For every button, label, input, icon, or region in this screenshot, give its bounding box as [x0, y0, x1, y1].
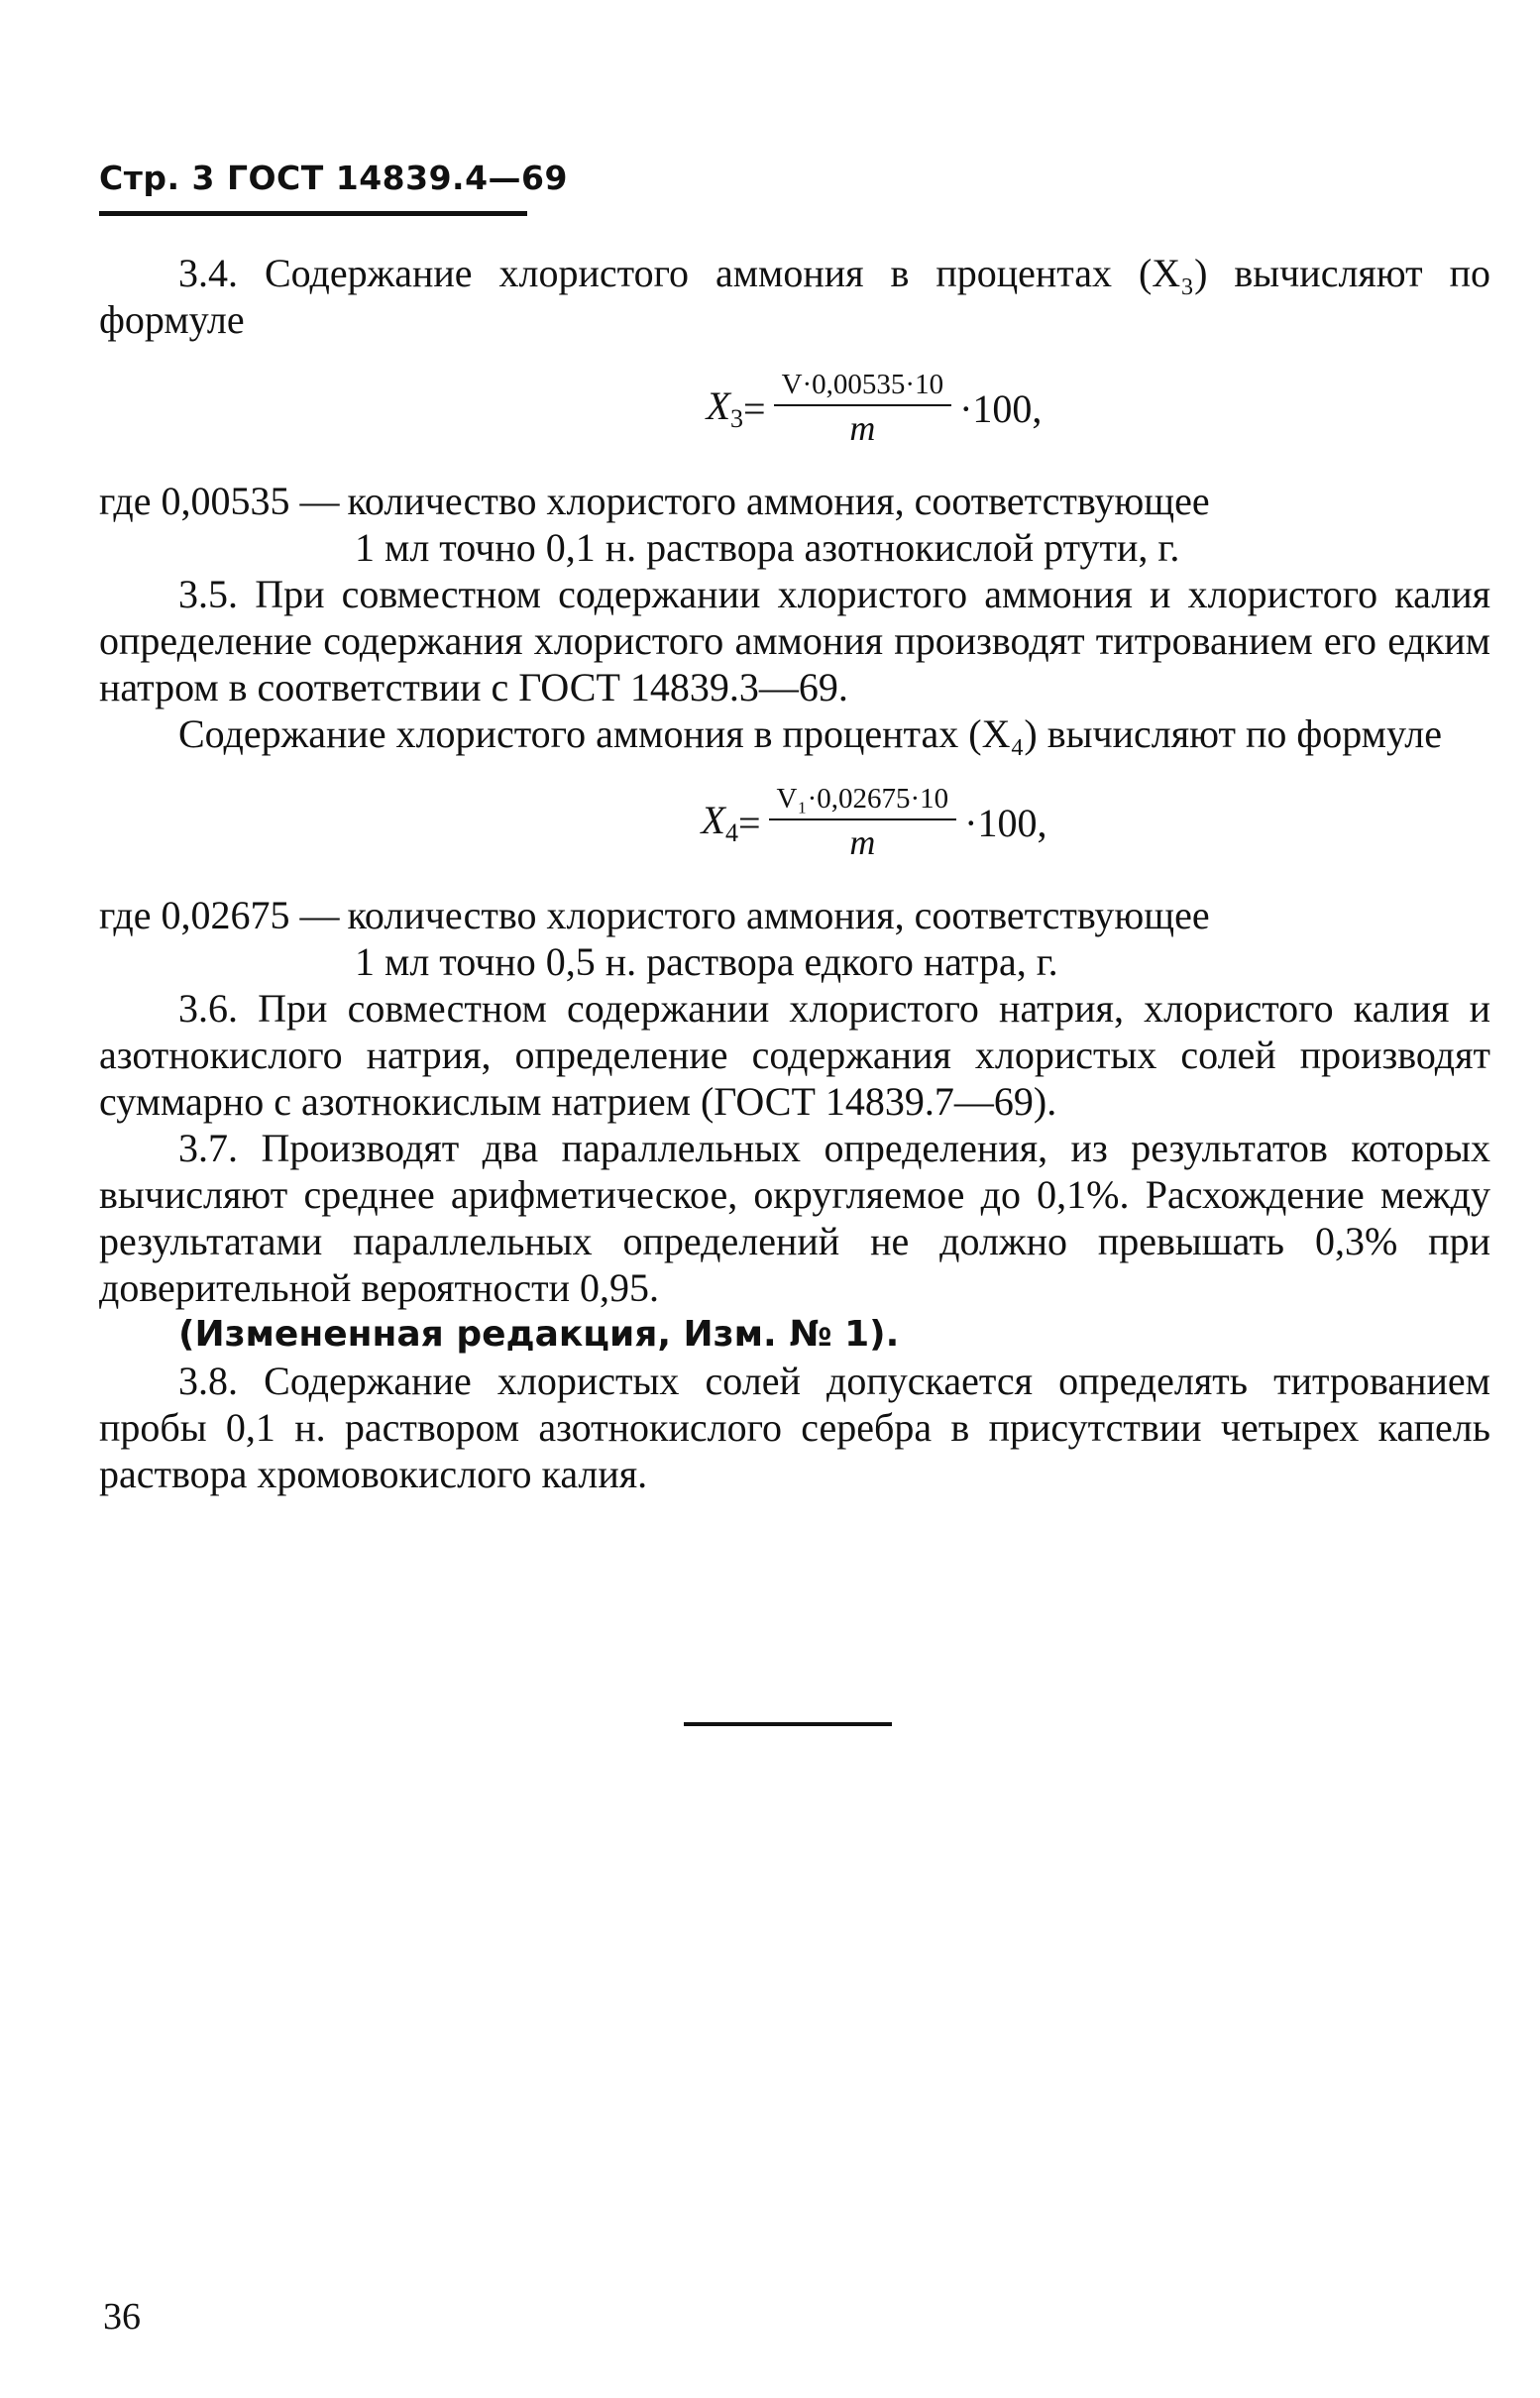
amendment-note: (Измененная редакция, Изм. № 1).	[178, 1314, 900, 1355]
paragraph-3-7: 3.7. Производят два параллельных определения, из результатов которых вычисляют среднее арифметическое, округляемое до 0,1%. Расхождение между результатами параллельных определений не должно превышать 0,3% при доверительной вероятности 0,95.	[99, 1126, 1490, 1310]
formula-x3-numerator: V·0,00535·10	[781, 369, 944, 400]
formula-x3-fraction	[774, 367, 952, 450]
formula-x4-eq: =	[737, 800, 761, 845]
where-2-term: где 0,02675 —	[99, 893, 340, 937]
where-1-continuation: 1 мл точно 0,1 н. раствора азотнокислой ртути, г.	[355, 525, 1180, 570]
where-2-continuation: 1 мл точно 0,5 н. раствора едкого натра, г.	[355, 939, 1058, 984]
formula-x4	[258, 767, 1490, 878]
end-of-text-rule	[684, 1722, 892, 1726]
header-rule	[99, 211, 527, 216]
document-page	[99, 159, 1490, 1497]
where-clause-1	[99, 478, 1490, 524]
where-clause-2	[99, 892, 1490, 938]
formula-x3-denominator: m	[849, 408, 876, 448]
where-2-text: количество хлористого аммония, соответствующее	[347, 893, 1210, 937]
paragraph-3-6: 3.6. При совместном содержании хлористого натрия, хлористого калия и азотнокислого натрия, определение содержания хлористых солей производят суммарно с азотнокислым натрием (ГОСТ 14839.7—69).	[99, 986, 1490, 1124]
formula-x3	[258, 353, 1490, 464]
page-header: Стр. 3 ГОСТ 14839.4—69	[99, 159, 568, 197]
where-1-term: где 0,00535 —	[99, 479, 340, 523]
formula-x3-tail: ·100,	[959, 385, 1043, 431]
paragraph-3-5: 3.5. При совместном содержании хлористого аммония и хлористого калия определение содержания хлористого аммония производят титрованием его едким натром в соответствии с ГОСТ 14839.3—69.	[99, 572, 1490, 709]
formula-x4-numerator: V₁·0,02675·10	[776, 783, 949, 815]
formula-x4-denominator: m	[849, 822, 876, 862]
page-number: 36	[103, 2296, 141, 2338]
formula-x3-lhs: $X_3$	[706, 383, 744, 433]
paragraph-3-4: 3.4. Содержание хлористого аммония в процентах (X₃) вычисляют по формуле	[99, 251, 1490, 342]
formula-x4-tail: ·100,	[964, 800, 1047, 845]
formula-x4-lhs: $X_4$	[701, 798, 738, 847]
paragraph-3-8: 3.8. Содержание хлористых солей допускается определять титрованием пробы 0,1 н. раствором азотнокислого серебра в присутствии четырех капель раствора хромовокислого калия.	[99, 1359, 1490, 1496]
where-1-text: количество хлористого аммония, соответствующее	[347, 479, 1210, 523]
paragraph-3-5-formula-intro: Содержание хлористого аммония в процентах (X₄) вычисляют по формуле	[178, 711, 1442, 756]
formula-x4-fraction	[769, 781, 957, 864]
formula-x3-eq: =	[743, 385, 766, 431]
